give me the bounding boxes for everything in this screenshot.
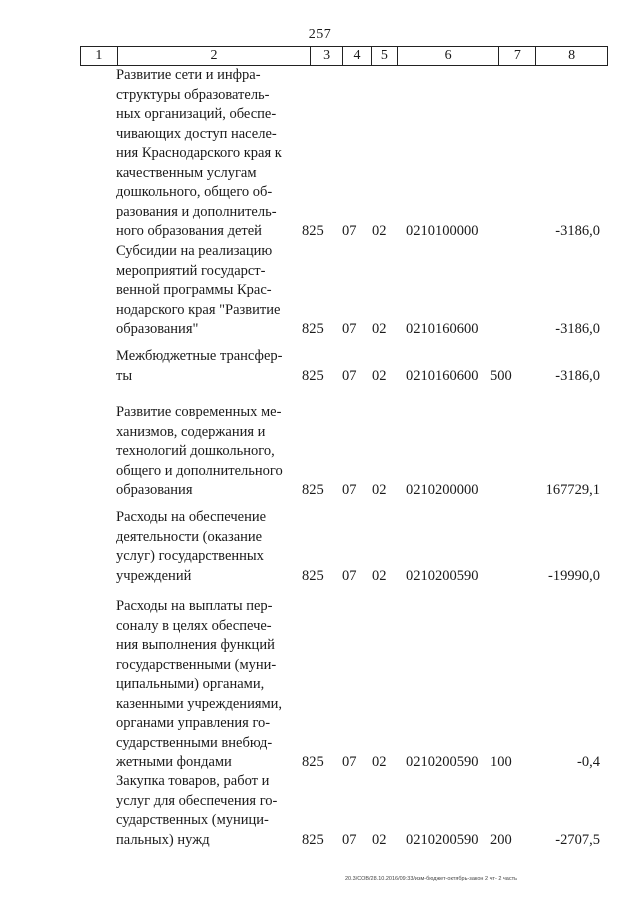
cell-ved: 825 <box>302 754 324 770</box>
row-description <box>116 242 292 340</box>
header-col-8: 8 <box>568 48 576 63</box>
cell-sum: -0,4 <box>577 754 600 770</box>
cell-pr: 02 <box>372 321 387 337</box>
cell-csr: 0210200590 <box>406 754 479 770</box>
description-line: образования <box>116 482 193 498</box>
cell-rz: 07 <box>342 223 357 239</box>
description-line: Развитие современных ме- <box>116 404 282 420</box>
description-line: государственными (муни- <box>116 656 277 673</box>
cell-vr: 500 <box>490 367 512 384</box>
cell-csr: 0210160600 <box>406 367 479 384</box>
cell-rz: 07 <box>342 482 357 498</box>
description-line: ного образования детей <box>116 223 262 239</box>
cell-ved: 825 <box>302 223 324 239</box>
cell-csr: 0210200590 <box>406 567 479 584</box>
description-line: ных организаций, обеспе- <box>116 106 277 122</box>
description-line: Закупка товаров, работ и <box>116 773 270 789</box>
header-col-7: 7 <box>499 47 536 65</box>
description-line: органами управления го- <box>116 715 271 731</box>
description-line: пальных) нужд <box>116 831 210 848</box>
description-line: сударственных (муници- <box>116 812 269 828</box>
row-description <box>116 597 292 773</box>
header-col-4: 4 <box>343 47 372 65</box>
description-line: венной программы Крас- <box>116 282 272 298</box>
cell-vr: 100 <box>490 754 512 770</box>
description-line: ханизмов, содержания и <box>116 423 266 440</box>
description-line: ципальными) органами, <box>116 676 265 692</box>
description-line: Межбюджетные трансфер- <box>116 348 283 364</box>
cell-ved: 825 <box>302 321 324 337</box>
cell-vr: 200 <box>490 831 512 848</box>
cell-sum: -3186,0 <box>555 367 600 384</box>
description-line: структуры образователь- <box>116 86 270 103</box>
cell-pr: 02 <box>372 567 387 584</box>
description-line: качественным услугам <box>116 164 257 181</box>
description-line: разования и дополнитель- <box>116 203 277 220</box>
description-line: Расходы на выплаты пер- <box>116 598 273 614</box>
cell-ved: 825 <box>302 567 324 584</box>
cell-sum: 167729,1 <box>545 482 600 498</box>
row-description <box>116 66 292 242</box>
description-line: Развитие сети и инфра- <box>116 67 261 83</box>
description-line: услуг для обеспечения го- <box>116 792 278 809</box>
cell-pr: 02 <box>372 831 387 848</box>
description-line: Расходы на обеспечение <box>116 509 267 525</box>
row-description <box>116 403 292 501</box>
cell-csr: 0210200590 <box>406 831 479 848</box>
cell-csr: 0210160600 <box>406 321 479 337</box>
description-line: образования" <box>116 321 199 337</box>
description-line: услуг) государственных <box>116 548 264 564</box>
cell-ved: 825 <box>302 367 324 384</box>
cell-rz: 07 <box>342 754 357 770</box>
row-description <box>116 772 292 850</box>
description-line: казенными учреждениями, <box>116 695 283 712</box>
description-line: деятельности (оказание <box>116 528 263 545</box>
cell-pr: 02 <box>372 754 387 770</box>
description-line: технологий дошкольного, <box>116 443 275 459</box>
cell-sum: -2707,5 <box>555 831 600 848</box>
description-line: жетными фондами <box>116 754 232 770</box>
description-line: ния выполнения функций <box>116 637 275 653</box>
description-line: мероприятий государст- <box>116 262 266 279</box>
description-line: нодарского края "Развитие <box>116 301 281 318</box>
cell-csr: 0210200000 <box>406 482 479 498</box>
description-line: общего и дополнительного <box>116 462 283 479</box>
cell-sum: -3186,0 <box>555 321 600 337</box>
cell-pr: 02 <box>372 367 387 384</box>
description-line: учреждений <box>116 567 192 584</box>
cell-rz: 07 <box>342 367 357 384</box>
cell-pr: 02 <box>372 223 387 239</box>
description-line: ния Краснодарского края к <box>116 145 282 161</box>
row-description <box>116 347 292 386</box>
description-line: чивающих доступ населе- <box>116 125 277 142</box>
cell-sum: -3186,0 <box>555 223 600 239</box>
description-line: дошкольного, общего об- <box>116 184 273 200</box>
cell-rz: 07 <box>342 567 357 584</box>
cell-rz: 07 <box>342 321 357 337</box>
cell-rz: 07 <box>342 831 357 848</box>
cell-pr: 02 <box>372 482 387 498</box>
header-col-3: 3 <box>311 47 343 65</box>
header-col-2: 2 <box>118 47 311 65</box>
cell-csr: 0210100000 <box>406 223 479 239</box>
row-description <box>116 508 292 586</box>
header-col-1: 1 <box>81 47 118 65</box>
description-line: ты <box>116 367 133 384</box>
header-col-6: 6 <box>398 47 500 65</box>
description-line: соналу в целях обеспече- <box>116 617 272 634</box>
document-footer: 20.3/СОВ/28.10.2016/09:33/изм-бюджет-октябрь-закон 2 чт- 2 часть <box>345 876 517 882</box>
cell-ved: 825 <box>302 482 324 498</box>
cell-ved: 825 <box>302 831 324 848</box>
header-col-5: 5 <box>372 47 398 65</box>
description-line: сударственными внебюд- <box>116 734 273 751</box>
cell-sum: -19990,0 <box>548 567 600 584</box>
description-line: Субсидии на реализацию <box>116 243 273 259</box>
page-number: 257 <box>308 27 332 42</box>
